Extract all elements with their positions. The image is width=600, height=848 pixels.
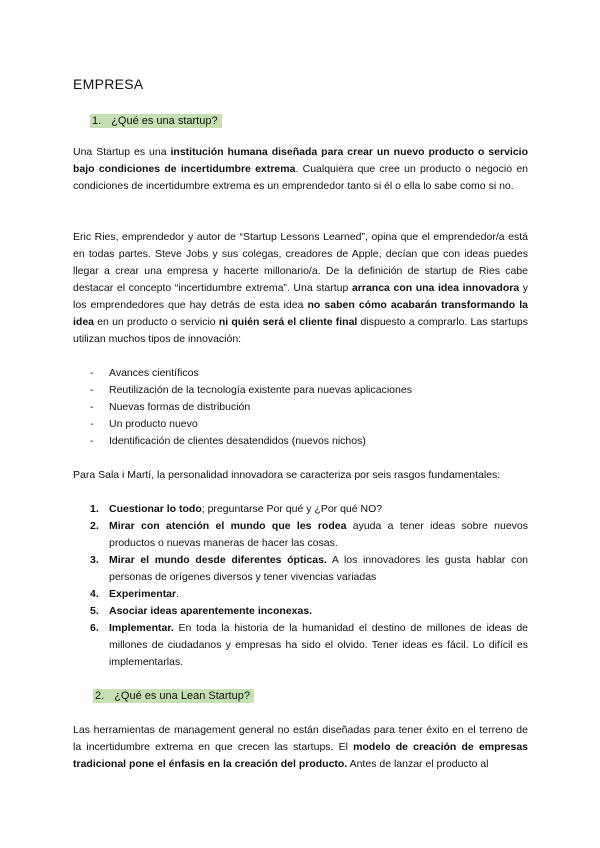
- paragraph-eric-ries: [73, 229, 528, 348]
- item-number: 3.: [90, 554, 99, 566]
- text-run: En toda la historia de la humanidad el destino de millones de ideas de millones de ciudadanos y empresas ha sido el olvido. Tener ideas es fácil. Lo difícil es implementarlas.: [109, 622, 528, 668]
- item-number: 1.: [90, 503, 99, 515]
- item-number: 5.: [90, 605, 99, 617]
- text-run: . Cualquiera que cree un producto o negocio en condiciones de incertidumbre extrema es un emprendedor tanto si él o ella lo sabe como si no.: [73, 163, 528, 192]
- text-run: A los innovadores les gusta hablar con personas de orígenes diversos y tener vivencias variadas: [109, 554, 528, 583]
- bold-run: Implementar.: [109, 622, 174, 634]
- section-label: ¿Qué es una startup?: [111, 115, 218, 127]
- list-item: [90, 501, 528, 518]
- section-heading-startup: [90, 113, 222, 130]
- list-item: [90, 586, 528, 603]
- text-run: Las herramientas de management general no están diseñadas para tener éxito en el terreno de la incertidumbre extrema en que crecen las startups. El: [73, 724, 528, 753]
- heading-highlight: [90, 114, 222, 128]
- bold-run: arranca con una idea innovadora: [351, 282, 520, 294]
- section-number: 1.: [92, 115, 102, 127]
- bold-run: Mirar con atención el mundo que les rodea: [109, 520, 347, 532]
- bold-run: no saben cómo acabarán transformando la idea: [73, 299, 528, 328]
- paragraph-sala-i-marti: Para Sala i Martí, la personalidad innovadora se caracteriza por seis rasgos fundamentales:: [73, 469, 501, 481]
- text-run: Una Startup es una: [73, 146, 171, 158]
- bold-run: Cuestionar lo todo: [109, 503, 202, 515]
- item-number: 6.: [90, 622, 99, 634]
- section-number: 2.: [95, 690, 105, 702]
- bold-run: Asociar ideas aparentemente inconexas.: [109, 605, 313, 617]
- list-item: - Nuevas formas de distribución: [90, 399, 530, 416]
- list-item: - Reutilización de la tecnología existente para nuevas aplicaciones: [90, 382, 530, 399]
- text-run: y los emprendedores que hay detrás de esta idea: [73, 282, 529, 311]
- text-run: .: [176, 588, 180, 600]
- bold-run: modelo de creación de empresas tradicional pone el énfasis en la creación del producto.: [73, 741, 528, 770]
- bold-run: Experimentar: [109, 588, 177, 600]
- bold-run: Mirar el mundo desde diferentes ópticas.: [109, 554, 327, 566]
- paragraph-startup-definition: [73, 144, 528, 195]
- item-number: 4.: [90, 588, 99, 600]
- section-heading-lean-startup: [93, 688, 254, 705]
- text-run: ayuda a tener ideas sobre nuevos productos o nuevas maneras de hacer las cosas.: [109, 520, 528, 549]
- list-item: [90, 518, 528, 552]
- list-item: [90, 552, 528, 586]
- traits-list: [90, 501, 528, 671]
- heading-highlight: [93, 689, 254, 703]
- text-run: Antes de lanzar el producto al: [347, 758, 489, 770]
- bold-run: institución humana diseñada para crear un nuevo producto o servicio bajo condiciones de incertidumbre extrema: [73, 146, 528, 175]
- text-run: dispuesto a comprarlo. Las startups utilizan muchos tipos de innovación:: [73, 316, 528, 345]
- list-item: - Un producto nuevo: [90, 416, 530, 433]
- text-run: ; preguntarse Por qué y ¿Por qué NO?: [201, 503, 383, 515]
- innovation-types-list: [90, 365, 530, 450]
- document-title: EMPRESA: [73, 76, 144, 92]
- section-label: ¿Qué es una Lean Startup?: [114, 690, 250, 702]
- list-item: - Avances científicos: [90, 365, 530, 382]
- list-item: [90, 603, 528, 620]
- text-run: en un producto o servicio: [94, 316, 219, 328]
- list-item: - Identificación de clientes desatendidos (nuevos nichos): [90, 433, 530, 450]
- bold-run: ni quién será el cliente final: [218, 316, 358, 328]
- text-run: Eric Ries, emprendedor y autor de “Startup Lessons Learned”, opina que el emprendedor/a está en todas partes. Steve Jobs y sus colegas, creadores de Apple, decían que con ideas puedes llegar a crear una empresa y hacerte millonario/a. De la definición de startup de Ries cabe destacar el concepto “incertidumbre extrema”. Una startup: [73, 231, 528, 294]
- paragraph-lean-startup: [73, 722, 528, 773]
- list-item: [90, 620, 528, 671]
- item-number: 2.: [90, 520, 99, 532]
